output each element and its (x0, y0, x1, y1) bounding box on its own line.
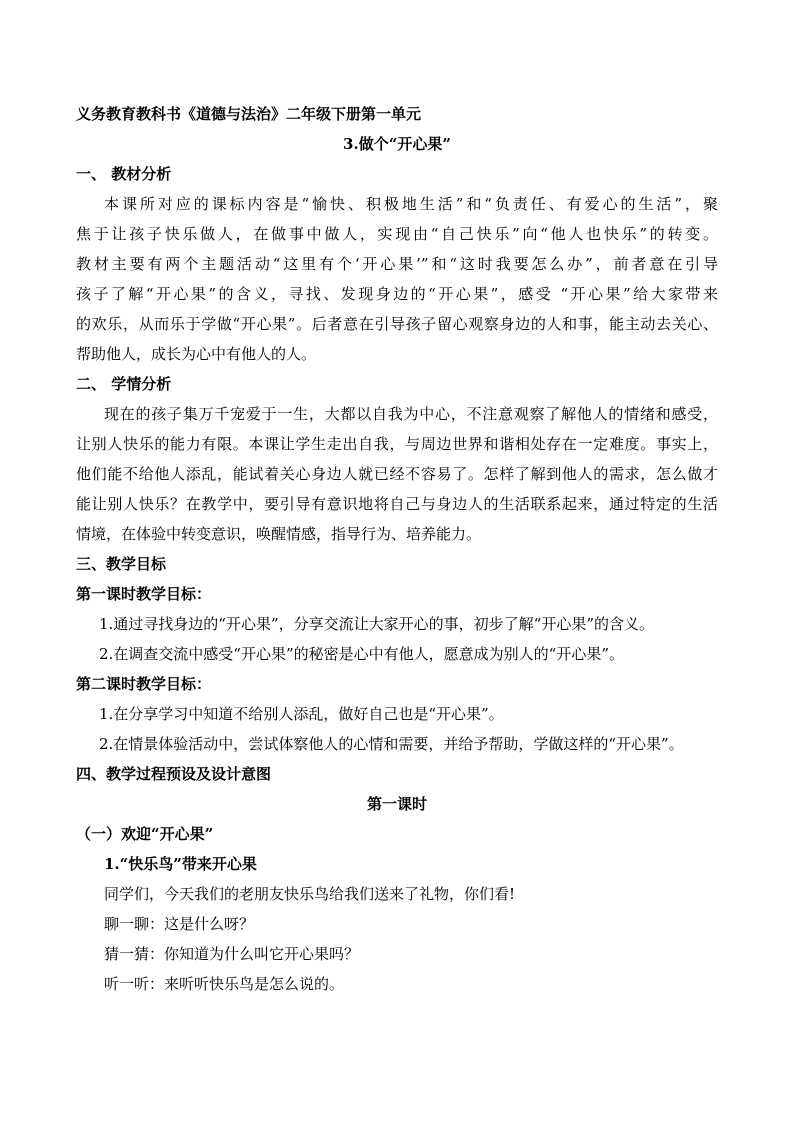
paragraph-line: 孩子了解“开心果”的含义，寻找、发现身边的“开心果”，感受 “开心果”给大家带来 (76, 285, 718, 303)
section-heading: 三、教学目标 (76, 555, 167, 573)
subsection-heading: 第一课时教学目标： (76, 585, 212, 603)
objective-item: 1.在分享学习中知道不给别人添乱，做好自己也是“开心果”。 (99, 705, 504, 723)
objective-item: 2.在调查交流中感受“开心果”的秘密是心中有他人，愿意成为别人的“开心果”。 (99, 645, 624, 663)
paragraph-line: 教材主要有两个主题活动“这里有个‘开心果’”和“这时我要怎么办”，前者意在引导 (76, 255, 718, 273)
paragraph-line: 能让别人快乐？在教学中，要引导有意识地将自己与身边人的生活联系起来，通过特定的生活 (76, 495, 718, 513)
section-heading: 二、 学情分析 (76, 375, 172, 393)
paragraph-line: 聊一聊：这是什么呀？ (104, 915, 255, 933)
subsection-heading: 第二课时教学目标： (76, 675, 212, 693)
paragraph-line: 焦于让孩子快乐做人，在做事中做人，实现由“自己快乐”向“他人也快乐”的转变。 (76, 225, 718, 243)
paragraph-line: 听一听：来听听快乐鸟是怎么说的。 (104, 975, 345, 993)
section-heading: 四、教学过程预设及设计意图 (76, 765, 272, 783)
document-header: 义务教育教科书《道德与法治》二年级下册第一单元 (76, 105, 422, 123)
paragraph-line: 情境，在体验中转变意识，唤醒情感，指导行为、培养能力。 (76, 525, 482, 543)
paragraph-line: 的欢乐，从而乐于学做“开心果”。后者意在引导孩子留心观察身边的人和事，能主动去关心、 (76, 315, 718, 333)
lesson-title: 3.做个“开心果” (343, 135, 451, 153)
paragraph-line: 现在的孩子集万千宠爱于一生，大都以自我为中心，不注意观察了解他人的情绪和感受， (104, 405, 718, 423)
objective-item: 2.在情景体验活动中，尝试体察他人的心情和需要，并给予帮助，学做这样的“开心果”。 (99, 735, 684, 753)
section-heading: 一、 教材分析 (76, 165, 172, 183)
paragraph-line: 猜一猜：你知道为什么叫它开心果吗？ (104, 945, 360, 963)
paragraph-line: 他们能不给他人添乱，能试着关心身边人就已经不容易了。怎样了解到他人的需求，怎么做才 (76, 465, 718, 483)
paragraph-line: 帮助他人，成长为心中有他人的人。 (76, 345, 317, 363)
objective-item: 1.通过寻找身边的“开心果”，分享交流让大家开心的事，初步了解“开心果”的含义。 (99, 615, 654, 633)
paragraph-line: 让别人快乐的能力有限。本课让学生走出自我，与周边世界和谐相处存在一定难度。事实上， (76, 435, 718, 453)
lesson-period-title: 第一课时 (366, 795, 427, 813)
paragraph-line: 同学们，今天我们的老朋友快乐鸟给我们送来了礼物，你们看! (104, 885, 516, 903)
subsection-heading: （一）欢迎“开心果” (76, 825, 214, 843)
item-heading: 1.“快乐鸟”带来开心果 (104, 855, 257, 873)
paragraph-line: 本课所对应的课标内容是“愉快、积极地生活”和“负责任、有爱心的生活”，聚 (104, 195, 718, 213)
